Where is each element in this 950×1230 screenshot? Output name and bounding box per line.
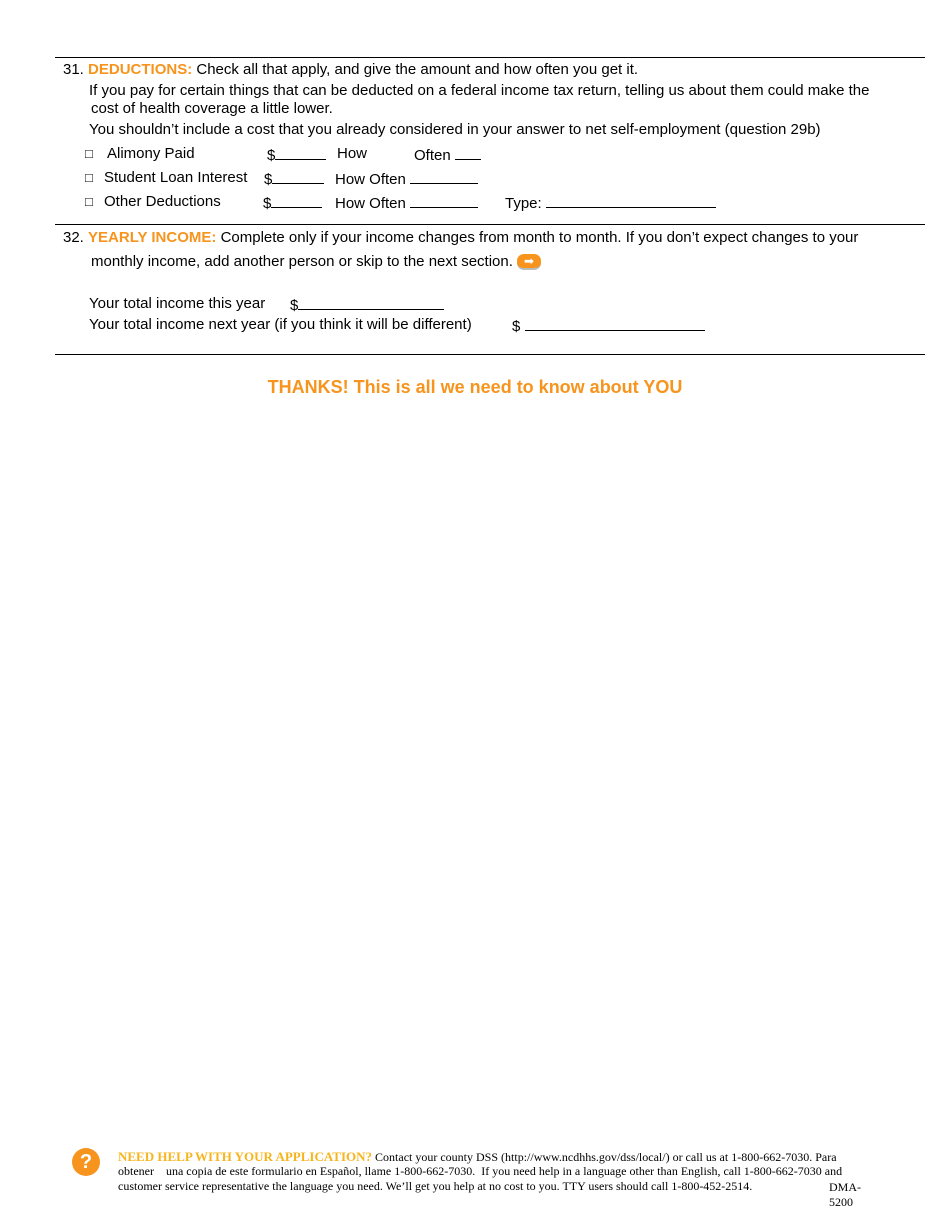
- q31-number: 31.: [63, 61, 84, 78]
- form-id-line2: 5200: [829, 1195, 853, 1209]
- student-loan-how-often-label: How Often: [335, 171, 406, 188]
- help-title: NEED HELP WITH YOUR APPLICATION?: [118, 1149, 373, 1164]
- student-loan-how-often-field[interactable]: [410, 169, 478, 184]
- q32-title: YEARLY INCOME:: [88, 229, 217, 246]
- help-text-line2: obtener una copia de este formulario en Español, llame 1-800-662-7030. If you need help in a language other than English, call 1-800-662-7030 and: [118, 1164, 843, 1178]
- dollar-sign: $: [263, 195, 272, 212]
- other-deductions-amount: [263, 193, 322, 213]
- income-this-year-label: Your total income this year: [89, 295, 266, 312]
- student-loan-checkbox[interactable]: □: [85, 170, 93, 185]
- alimony-often: [414, 145, 481, 165]
- form-id-line1: DMA-: [829, 1180, 861, 1194]
- alimony-amount-field[interactable]: [275, 145, 326, 160]
- student-loan-amount: [264, 169, 324, 189]
- alimony-row: [85, 145, 93, 163]
- student-loan-label: Student Loan Interest: [104, 169, 248, 186]
- student-loan-row: [85, 169, 93, 187]
- other-deductions-type: [505, 193, 716, 213]
- other-deductions-how-often-field[interactable]: [410, 193, 478, 208]
- q31-header: [63, 61, 638, 79]
- q31-instruction: Check all that apply, and give the amount and how often you get it.: [196, 61, 639, 78]
- other-deductions-row: [85, 193, 93, 211]
- other-deductions-how-often-label: How Often: [335, 195, 406, 212]
- alimony-checkbox[interactable]: □: [85, 146, 93, 161]
- q31-paragraph-2: You shouldn’t include a cost that you already considered in your answer to net self-employment (question 29b): [89, 121, 821, 138]
- q31-title: DEDUCTIONS:: [88, 61, 193, 78]
- other-deductions-how-often: [335, 193, 478, 213]
- q32-number: 32.: [63, 229, 84, 246]
- q32-header: [63, 229, 858, 247]
- alimony-often-field[interactable]: [455, 145, 481, 160]
- help-question-icon: ?: [72, 1148, 100, 1176]
- dollar-sign: $: [264, 171, 273, 188]
- q31-paragraph-line2: cost of health coverage a little lower.: [91, 100, 333, 117]
- alimony-amount: [267, 145, 326, 165]
- dollar-sign: $: [267, 147, 276, 164]
- income-next-year-field[interactable]: [525, 316, 705, 331]
- alimony-how: How: [337, 145, 368, 162]
- alimony-label: Alimony Paid: [107, 145, 195, 162]
- q32-line2: monthly income, add another person or skip to the next section.: [91, 253, 513, 270]
- q31-divider: [55, 224, 925, 225]
- q32-divider: [55, 354, 925, 355]
- dollar-sign: $: [512, 318, 521, 335]
- skip-arrow-icon[interactable]: ➡: [517, 254, 541, 270]
- top-divider: [55, 57, 925, 58]
- student-loan-amount-field[interactable]: [272, 169, 324, 184]
- other-deductions-checkbox[interactable]: □: [85, 194, 93, 209]
- student-loan-how-often: [335, 169, 478, 189]
- income-next-year-label: Your total income next year (if you think it will be different): [89, 316, 472, 333]
- q32-line1: Complete only if your income changes from month to month. If you don’t expect changes to your: [220, 229, 859, 246]
- income-this-year-field[interactable]: [298, 295, 444, 310]
- other-deductions-type-label: Type:: [505, 195, 542, 212]
- other-deductions-type-field[interactable]: [546, 193, 716, 208]
- q31-paragraph-line1: If you pay for certain things that can be deducted on a federal income tax return, telling us about them could make the: [89, 82, 870, 99]
- other-deductions-amount-field[interactable]: [271, 193, 322, 208]
- dollar-sign: $: [290, 297, 299, 314]
- help-text-line1: Contact your county DSS (http://www.ncdhhs.gov/dss/local/) or call us at 1-800-662-7030. Para: [375, 1150, 837, 1164]
- thanks-message: THANKS! This is all we need to know about YOU: [267, 377, 683, 397]
- alimony-often-label: Often: [414, 147, 451, 164]
- income-next-year-amount: [512, 316, 705, 336]
- income-this-year-row: [89, 295, 265, 313]
- income-this-year-amount: [290, 295, 444, 315]
- q32-line2-row: [91, 253, 541, 271]
- other-deductions-label: Other Deductions: [104, 193, 221, 210]
- footer-line1: [118, 1149, 837, 1165]
- help-text-line3: customer service representative the language you need. We’ll get you help at no cost to you. TTY users should call 1-800-452-2514.: [118, 1179, 753, 1193]
